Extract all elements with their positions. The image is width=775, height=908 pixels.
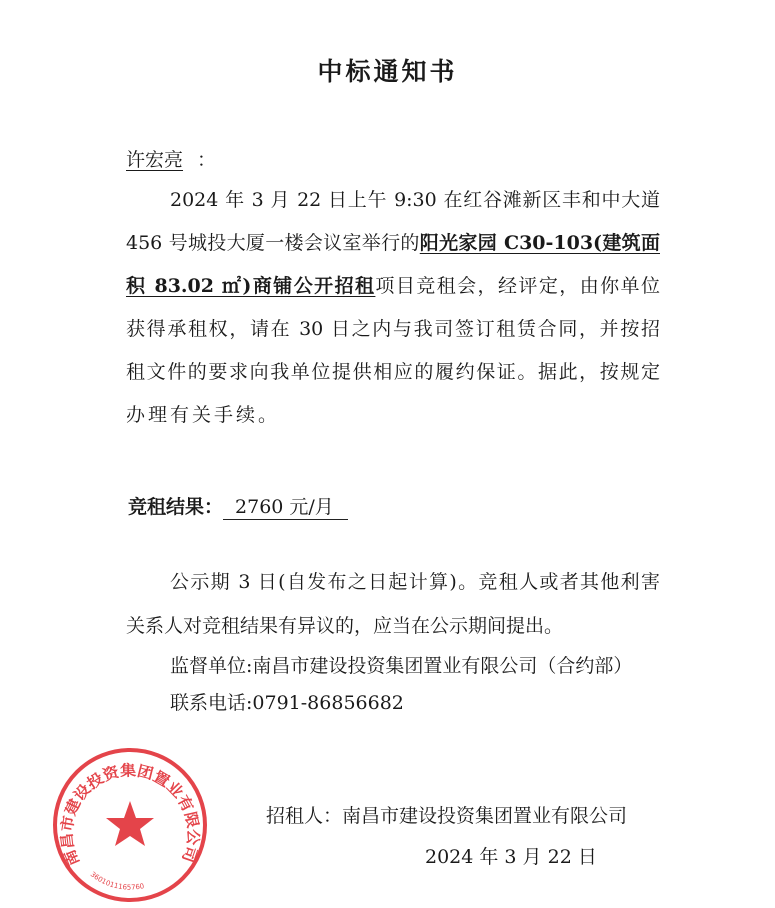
body-line-3 [126,274,660,298]
notice-line-1: 公示期 3 日(自发布之日起计算)。竞租人或者其他利害 [170,571,660,593]
body-line-1: 2024 年 3 月 22 日上午 9:30 在红谷滩新区丰和中大道 [170,189,660,211]
recipient-name: 许宏亮 [126,149,184,171]
body-line-5: 租文件的要求向我单位提供相应的履约保证。据此，按规定 [126,361,660,383]
body-line-6: 办理有关手续。 [126,404,281,426]
body-text: 456 号城投大厦一楼会议室举行的 [126,232,420,254]
phone: 联系电话:0791-86856682 [170,692,404,714]
body-text: 项目竞租会，经评定，由你单位 [375,275,660,297]
company-seal [50,745,210,905]
lessor: 招租人：南昌市建设投资集团置业有限公司 [266,805,628,827]
recipient-colon: ： [197,149,217,171]
project-name-part2: 积 83.02 ㎡)商铺公开招租 [126,275,376,297]
notice-line-2: 关系人对竞租结果有异议的，应当在公示期间提出。 [126,615,564,637]
recipient [126,148,216,172]
seal-code: 3601011165760 [88,870,145,892]
date: 2024 年 3 月 22 日 [425,846,597,868]
page-title: 中标通知书 [317,57,458,86]
body-line-2 [126,231,660,255]
star-icon [106,801,154,846]
supervisor: 监督单位:南昌市建设投资集团置业有限公司（合约部） [170,655,633,677]
result-value: 2760 元/月 [223,495,348,520]
result [128,495,348,520]
body-line-4: 获得承租权，请在 30 日之内与我司签订租赁合同，并按招 [126,318,660,340]
seal-text: 南昌市建设投资集团置业有限公司 [57,761,203,869]
result-label: 竞租结果： [128,496,224,518]
project-name-part1: 阳光家园 C30-103(建筑面 [419,232,660,254]
